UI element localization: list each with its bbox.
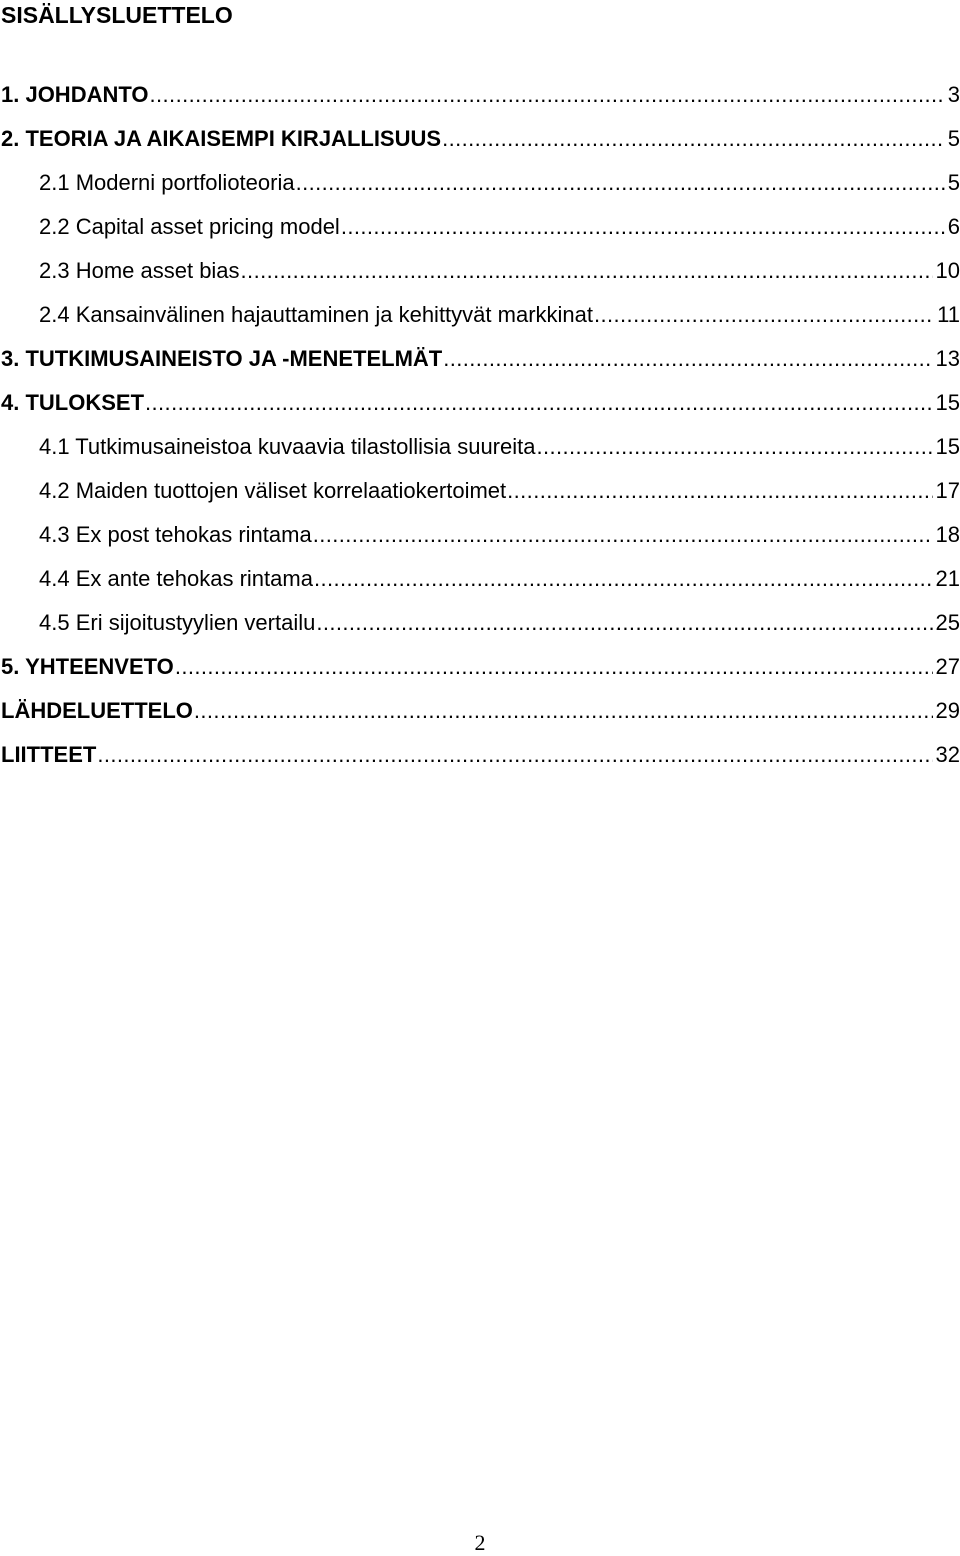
toc-entry-page: 32: [935, 742, 960, 767]
toc-dot-leader: [97, 738, 932, 772]
toc-entry-page: 3: [947, 82, 960, 107]
toc-entry-page: 15: [935, 434, 960, 459]
toc-dot-leader: [314, 562, 933, 596]
toc-dot-leader: [594, 298, 934, 332]
toc-entry-label: 3. TUTKIMUSAINEISTO JA -MENETELMÄT: [1, 346, 443, 371]
toc-entry: [0, 562, 960, 606]
toc-dot-leader: [241, 254, 933, 288]
toc-entry: [0, 210, 960, 254]
toc-entry: [0, 430, 960, 474]
toc-entry-page: 18: [935, 522, 960, 547]
toc-entry-label: 4. TULOKSET: [1, 390, 145, 415]
toc-list: [0, 78, 960, 782]
toc-entry-label: 2.1 Moderni portfolioteoria: [39, 170, 295, 195]
toc-dot-leader: [194, 694, 933, 728]
toc-entry: [0, 694, 960, 738]
toc-entry: [0, 122, 960, 166]
toc-entry: [0, 78, 960, 122]
toc-entry-label: 4.1 Tutkimusaineistoa kuvaavia tilastollisia suureita: [39, 434, 536, 459]
toc-entry: [0, 254, 960, 298]
toc-dot-leader: [313, 518, 933, 552]
toc-entry: [0, 166, 960, 210]
toc-dot-leader: [507, 474, 932, 508]
toc-dot-leader: [175, 650, 933, 684]
toc-entry: [0, 518, 960, 562]
toc-entry: [0, 298, 960, 342]
toc-entry-label: 2. TEORIA JA AIKAISEMPI KIRJALLISUUS: [1, 126, 442, 151]
toc-entry-page: 25: [935, 610, 960, 635]
toc-entry: [0, 474, 960, 518]
toc-entry-label: 4.2 Maiden tuottojen väliset korrelaatiokertoimet: [39, 478, 507, 503]
toc-entry-page: 27: [935, 654, 960, 679]
toc-dot-leader: [536, 430, 932, 464]
toc-dot-leader: [443, 342, 932, 376]
page-number: 2: [474, 1530, 486, 1555]
toc-entry-page: 15: [935, 390, 960, 415]
toc-entry-page: 29: [935, 698, 960, 723]
toc-dot-leader: [150, 78, 945, 112]
toc-entry-label: 2.3 Home asset bias: [39, 258, 240, 283]
toc-entry-page: 10: [935, 258, 960, 283]
toc-entry: [0, 738, 960, 782]
toc-entry-page: 13: [935, 346, 960, 371]
toc-dot-leader: [296, 166, 945, 200]
toc-dot-leader: [442, 122, 945, 156]
toc-entry-page: 21: [935, 566, 960, 591]
toc-entry-label: LÄHDELUETTELO: [1, 698, 193, 723]
toc-entry-page: 17: [935, 478, 960, 503]
toc-entry: [0, 606, 960, 650]
toc-entry-label: 2.2 Capital asset pricing model: [39, 214, 340, 239]
toc-dot-leader: [341, 210, 945, 244]
toc-entry: [0, 386, 960, 430]
toc-entry-label: 4.3 Ex post tehokas rintama: [39, 522, 312, 547]
toc-entry: [0, 342, 960, 386]
toc-entry-label: 5. YHTEENVETO: [1, 654, 174, 679]
toc-dot-leader: [316, 606, 932, 640]
toc-entry-page: 5: [947, 170, 960, 195]
toc-entry: [0, 650, 960, 694]
toc-entry-page: 5: [947, 126, 960, 151]
toc-entry-label: 4.4 Ex ante tehokas rintama: [39, 566, 313, 591]
toc-entry-label: 2.4 Kansainvälinen hajauttaminen ja kehittyvät markkinat: [39, 302, 593, 327]
toc-entry-page: 11: [937, 302, 960, 327]
toc-dot-leader: [145, 386, 933, 420]
toc-entry-label: LIITTEET: [1, 742, 97, 767]
toc-entry-label: 4.5 Eri sijoitustyylien vertailu: [39, 610, 316, 635]
toc-entry-page: 6: [947, 214, 960, 239]
toc-title: SISÄLLYSLUETTELO: [1, 2, 233, 28]
toc-entry-label: 1. JOHDANTO: [1, 82, 149, 107]
